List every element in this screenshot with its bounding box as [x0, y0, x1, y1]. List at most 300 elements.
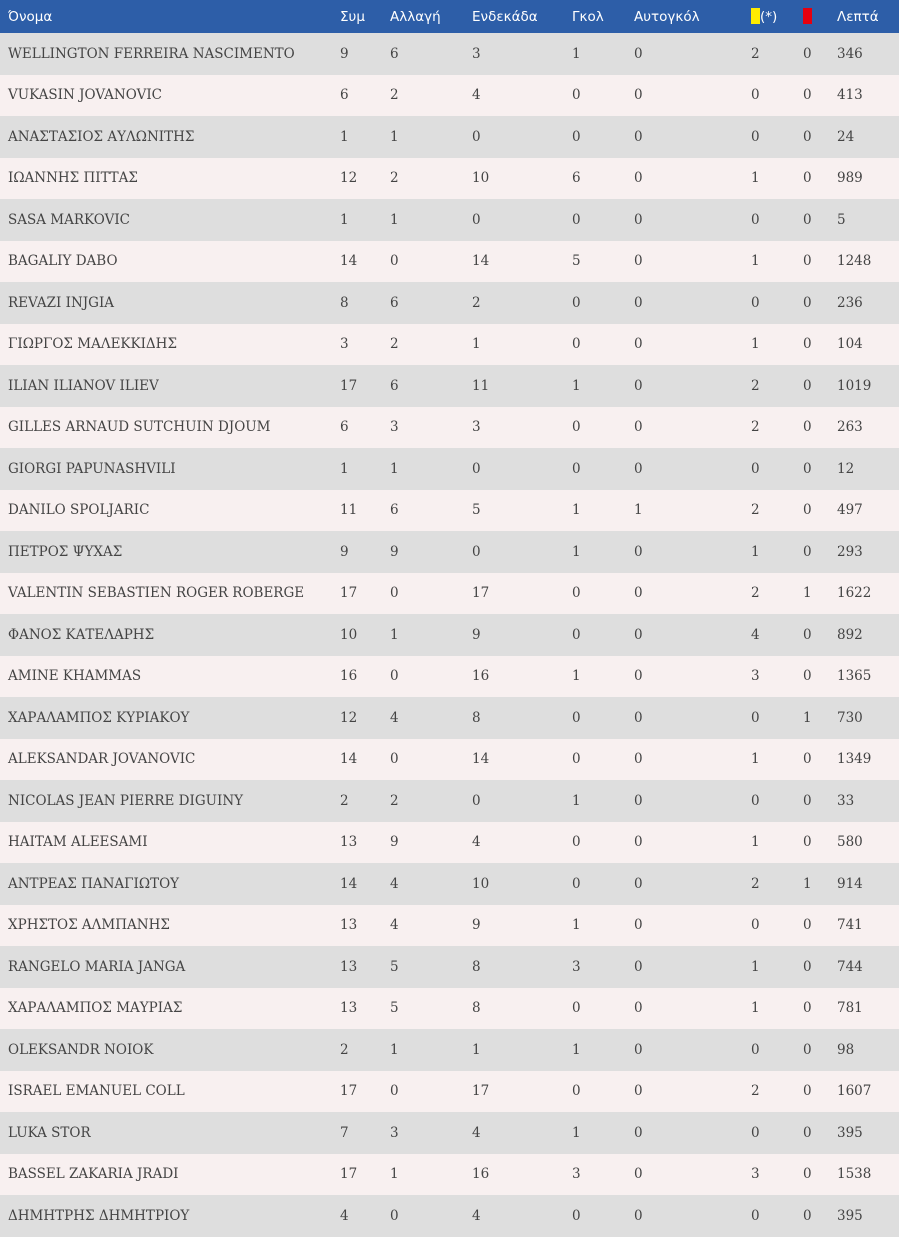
- table-row: [0, 905, 899, 947]
- cell-appearances: 16: [340, 668, 358, 685]
- cell-sub: 4: [390, 709, 399, 726]
- cell-yellow-cards: 0: [751, 460, 760, 477]
- cell-own-goals: 0: [634, 170, 643, 187]
- table-row: [0, 33, 899, 75]
- cell-lineup: 4: [472, 1207, 481, 1224]
- cell-player-name[interactable]: ΑΝΤΡΕΑΣ ΠΑΝΑΓΙΩΤΟΥ: [8, 875, 180, 892]
- cell-appearances: 4: [340, 1207, 349, 1224]
- table-row: [0, 988, 899, 1030]
- cell-minutes: 12: [837, 460, 855, 477]
- cell-lineup: 5: [472, 502, 481, 519]
- cell-sub: 5: [390, 958, 399, 975]
- cell-yellow-cards: 0: [751, 128, 760, 145]
- cell-yellow-cards: 2: [751, 45, 760, 62]
- cell-appearances: 7: [340, 1124, 349, 1141]
- table-row: [0, 1071, 899, 1113]
- table-row: [0, 490, 899, 532]
- cell-lineup: 9: [472, 917, 481, 934]
- cell-own-goals: 0: [634, 419, 643, 436]
- cell-minutes: 741: [837, 917, 863, 934]
- cell-lineup: 3: [472, 45, 481, 62]
- cell-red-cards: 1: [803, 709, 812, 726]
- cell-player-name[interactable]: HAITAM ALEESAMI: [8, 834, 148, 851]
- cell-lineup: 0: [472, 128, 481, 145]
- table-row: [0, 573, 899, 615]
- cell-player-name[interactable]: ΙΩΑΝΝΗΣ ΠΙΤΤΑΣ: [8, 170, 138, 187]
- cell-red-cards: 0: [803, 336, 812, 353]
- cell-yellow-cards: 2: [751, 1083, 760, 1100]
- cell-yellow-cards: 2: [751, 419, 760, 436]
- cell-yellow-cards: 1: [751, 751, 760, 768]
- cell-yellow-cards: 3: [751, 668, 760, 685]
- cell-sub: 3: [390, 1124, 399, 1141]
- cell-goals: 0: [572, 709, 581, 726]
- cell-yellow-cards: 2: [751, 585, 760, 602]
- cell-minutes: 744: [837, 958, 863, 975]
- cell-own-goals: 0: [634, 1083, 643, 1100]
- cell-own-goals: 0: [634, 336, 643, 353]
- cell-red-cards: 0: [803, 1000, 812, 1017]
- cell-minutes: 263: [837, 419, 863, 436]
- cell-minutes: 1538: [837, 1166, 872, 1183]
- cell-goals: 0: [572, 585, 581, 602]
- cell-goals: 0: [572, 626, 581, 643]
- cell-red-cards: 0: [803, 668, 812, 685]
- cell-yellow-cards: 3: [751, 1166, 760, 1183]
- cell-minutes: 395: [837, 1207, 863, 1224]
- cell-yellow-cards: 1: [751, 958, 760, 975]
- cell-appearances: 6: [340, 87, 349, 104]
- table-row: [0, 407, 899, 449]
- cell-minutes: 293: [837, 543, 863, 560]
- cell-lineup: 16: [472, 668, 490, 685]
- table-row: [0, 780, 899, 822]
- cell-yellow-cards: 2: [751, 502, 760, 519]
- cell-minutes: 914: [837, 875, 863, 892]
- yellow-card-label: (*): [760, 9, 778, 25]
- cell-goals: 1: [572, 917, 581, 934]
- cell-yellow-cards: 1: [751, 543, 760, 560]
- cell-lineup: 4: [472, 834, 481, 851]
- cell-appearances: 13: [340, 1000, 358, 1017]
- cell-player-name[interactable]: ΔΗΜΗΤΡΗΣ ΔΗΜΗΤΡΙΟΥ: [8, 1207, 190, 1224]
- cell-red-cards: 0: [803, 419, 812, 436]
- cell-appearances: 14: [340, 751, 358, 768]
- cell-red-cards: 0: [803, 87, 812, 104]
- cell-own-goals: 0: [634, 834, 643, 851]
- cell-sub: 4: [390, 917, 399, 934]
- cell-red-cards: 0: [803, 294, 812, 311]
- cell-lineup: 4: [472, 87, 481, 104]
- cell-red-cards: 0: [803, 626, 812, 643]
- cell-appearances: 9: [340, 45, 349, 62]
- table-row: [0, 946, 899, 988]
- table-row: [0, 1112, 899, 1154]
- cell-red-cards: 0: [803, 45, 812, 62]
- cell-yellow-cards: 0: [751, 1207, 760, 1224]
- cell-sub: 0: [390, 1083, 399, 1100]
- cell-minutes: 346: [837, 45, 863, 62]
- cell-player-name[interactable]: ΠΕΤΡΟΣ ΨΥΧΑΣ: [8, 543, 123, 560]
- cell-player-name[interactable]: ΑΝΑΣΤΑΣΙΟΣ ΑΥΛΩΝΙΤΗΣ: [8, 128, 195, 145]
- cell-appearances: 14: [340, 253, 358, 270]
- cell-appearances: 11: [340, 502, 358, 519]
- cell-red-cards: 0: [803, 502, 812, 519]
- table-row: [0, 448, 899, 490]
- cell-minutes: 781: [837, 1000, 863, 1017]
- cell-minutes: 1019: [837, 377, 872, 394]
- cell-goals: 3: [572, 958, 581, 975]
- cell-goals: 0: [572, 87, 581, 104]
- cell-yellow-cards: 0: [751, 1041, 760, 1058]
- column-header-name[interactable]: Όνομα: [8, 8, 53, 25]
- cell-goals: 1: [572, 668, 581, 685]
- column-header-sub[interactable]: Αλλαγή: [390, 8, 441, 25]
- cell-red-cards: 0: [803, 751, 812, 768]
- cell-appearances: 2: [340, 792, 349, 809]
- cell-own-goals: 0: [634, 751, 643, 768]
- cell-minutes: 497: [837, 502, 863, 519]
- cell-player-name[interactable]: NICOLAS JEAN PIERRE DIGUINY: [8, 792, 244, 809]
- cell-own-goals: 0: [634, 253, 643, 270]
- column-header-own-goals[interactable]: Αυτογκόλ: [634, 8, 700, 25]
- cell-appearances: 6: [340, 419, 349, 436]
- cell-red-cards: 0: [803, 128, 812, 145]
- cell-sub: 5: [390, 1000, 399, 1017]
- cell-own-goals: 1: [634, 502, 643, 519]
- cell-goals: 0: [572, 128, 581, 145]
- column-header-red-cards[interactable]: [803, 0, 837, 33]
- cell-sub: 0: [390, 668, 399, 685]
- cell-player-name[interactable]: GIORGI PAPUNASHVILI: [8, 460, 176, 477]
- cell-sub: 0: [390, 585, 399, 602]
- cell-goals: 1: [572, 377, 581, 394]
- table-row: [0, 282, 899, 324]
- column-header-goals[interactable]: Γκολ: [572, 8, 604, 25]
- cell-sub: 0: [390, 751, 399, 768]
- cell-own-goals: 0: [634, 1207, 643, 1224]
- cell-goals: 6: [572, 170, 581, 187]
- cell-sub: 1: [390, 460, 399, 477]
- cell-own-goals: 0: [634, 460, 643, 477]
- cell-player-name[interactable]: RANGELO MARIA JANGA: [8, 958, 186, 975]
- cell-sub: 9: [390, 543, 399, 560]
- cell-appearances: 17: [340, 585, 358, 602]
- cell-red-cards: 0: [803, 958, 812, 975]
- cell-lineup: 10: [472, 170, 490, 187]
- cell-own-goals: 0: [634, 294, 643, 311]
- cell-goals: 1: [572, 543, 581, 560]
- cell-minutes: 892: [837, 626, 863, 643]
- cell-yellow-cards: 4: [751, 626, 760, 643]
- cell-player-name[interactable]: VUKASIN JOVANOVIC: [8, 87, 162, 104]
- table-row: [0, 158, 899, 200]
- cell-goals: 1: [572, 792, 581, 809]
- cell-lineup: 0: [472, 792, 481, 809]
- cell-lineup: 8: [472, 1000, 481, 1017]
- cell-player-name[interactable]: WELLINGTON FERREIRA NASCIMENTO: [8, 45, 295, 62]
- cell-appearances: 14: [340, 875, 358, 892]
- column-header-minutes[interactable]: Λεπτά: [837, 8, 879, 25]
- cell-red-cards: 1: [803, 875, 812, 892]
- cell-goals: 0: [572, 419, 581, 436]
- cell-appearances: 2: [340, 1041, 349, 1058]
- cell-own-goals: 0: [634, 1041, 643, 1058]
- cell-minutes: 1622: [837, 585, 872, 602]
- cell-own-goals: 0: [634, 45, 643, 62]
- cell-sub: 1: [390, 211, 399, 228]
- cell-sub: 0: [390, 253, 399, 270]
- cell-appearances: 13: [340, 917, 358, 934]
- cell-minutes: 5: [837, 211, 846, 228]
- cell-sub: 2: [390, 336, 399, 353]
- cell-yellow-cards: 1: [751, 336, 760, 353]
- cell-lineup: 0: [472, 211, 481, 228]
- table-row: [0, 241, 899, 283]
- yellow-card-icon: [751, 8, 760, 24]
- cell-player-name[interactable]: OLEKSANDR NOIOK: [8, 1041, 154, 1058]
- cell-player-name[interactable]: ΦΑΝΟΣ ΚΑΤΕΛΑΡΗΣ: [8, 626, 155, 643]
- table-row: [0, 199, 899, 241]
- cell-own-goals: 0: [634, 626, 643, 643]
- column-header-appearances[interactable]: Συμ: [340, 8, 365, 25]
- cell-yellow-cards: 0: [751, 294, 760, 311]
- cell-player-name[interactable]: ΓΙΩΡΓΟΣ ΜΑΛΕΚΚΙΔΗΣ: [8, 336, 177, 353]
- cell-goals: 1: [572, 45, 581, 62]
- cell-sub: 4: [390, 875, 399, 892]
- cell-player-name[interactable]: VALENTIN SEBASTIEN ROGER ROBERGE: [8, 585, 305, 602]
- cell-own-goals: 0: [634, 958, 643, 975]
- cell-goals: 0: [572, 751, 581, 768]
- cell-own-goals: 0: [634, 211, 643, 228]
- cell-player-name[interactable]: ΧΡΗΣΤΟΣ ΑΛΜΠΑΝΗΣ: [8, 917, 170, 934]
- cell-red-cards: 0: [803, 834, 812, 851]
- cell-red-cards: 0: [803, 1083, 812, 1100]
- cell-red-cards: 0: [803, 1207, 812, 1224]
- cell-red-cards: 0: [803, 792, 812, 809]
- cell-appearances: 10: [340, 626, 358, 643]
- cell-sub: 2: [390, 87, 399, 104]
- cell-lineup: 17: [472, 585, 490, 602]
- table-header-row: [0, 0, 899, 33]
- cell-minutes: 1349: [837, 751, 872, 768]
- cell-red-cards: 1: [803, 585, 812, 602]
- cell-player-name[interactable]: BAGALIY DABO: [8, 253, 118, 270]
- cell-appearances: 17: [340, 1083, 358, 1100]
- cell-red-cards: 0: [803, 377, 812, 394]
- cell-goals: 0: [572, 1207, 581, 1224]
- cell-minutes: 989: [837, 170, 863, 187]
- cell-lineup: 1: [472, 336, 481, 353]
- cell-goals: 0: [572, 834, 581, 851]
- cell-yellow-cards: 1: [751, 253, 760, 270]
- cell-yellow-cards: 2: [751, 377, 760, 394]
- column-header-yellow-cards[interactable]: [751, 0, 803, 33]
- cell-appearances: 13: [340, 834, 358, 851]
- cell-sub: 2: [390, 792, 399, 809]
- cell-lineup: 2: [472, 294, 481, 311]
- table-row: [0, 531, 899, 573]
- cell-player-name[interactable]: AMINE KHAMMAS: [8, 668, 142, 685]
- cell-appearances: 8: [340, 294, 349, 311]
- cell-minutes: 33: [837, 792, 855, 809]
- cell-minutes: 24: [837, 128, 855, 145]
- table-row: [0, 739, 899, 781]
- cell-minutes: 413: [837, 87, 863, 104]
- cell-goals: 0: [572, 875, 581, 892]
- cell-own-goals: 0: [634, 87, 643, 104]
- cell-lineup: 1: [472, 1041, 481, 1058]
- cell-red-cards: 0: [803, 460, 812, 477]
- cell-appearances: 1: [340, 211, 349, 228]
- cell-yellow-cards: 0: [751, 211, 760, 228]
- cell-yellow-cards: 0: [751, 1124, 760, 1141]
- cell-red-cards: 0: [803, 253, 812, 270]
- cell-own-goals: 0: [634, 585, 643, 602]
- cell-sub: 1: [390, 1041, 399, 1058]
- cell-goals: 0: [572, 294, 581, 311]
- cell-player-name[interactable]: GILLES ARNAUD SUTCHUIN DJOUM: [8, 419, 271, 436]
- cell-minutes: 1365: [837, 668, 872, 685]
- table-row: [0, 614, 899, 656]
- cell-sub: 6: [390, 294, 399, 311]
- cell-lineup: 0: [472, 543, 481, 560]
- cell-lineup: 16: [472, 1166, 490, 1183]
- cell-own-goals: 0: [634, 917, 643, 934]
- cell-lineup: 8: [472, 709, 481, 726]
- cell-goals: 3: [572, 1166, 581, 1183]
- cell-sub: 2: [390, 170, 399, 187]
- cell-red-cards: 0: [803, 211, 812, 228]
- cell-appearances: 17: [340, 377, 358, 394]
- cell-sub: 1: [390, 626, 399, 643]
- cell-lineup: 17: [472, 1083, 490, 1100]
- cell-yellow-cards: 2: [751, 875, 760, 892]
- table-row: [0, 656, 899, 698]
- cell-minutes: 236: [837, 294, 863, 311]
- table-row: [0, 863, 899, 905]
- cell-player-name[interactable]: SASA MARKOVIC: [8, 211, 130, 228]
- cell-lineup: 11: [472, 377, 490, 394]
- cell-lineup: 10: [472, 875, 490, 892]
- cell-sub: 0: [390, 1207, 399, 1224]
- cell-player-name[interactable]: ILIAN ILIANOV ILIEV: [8, 377, 159, 394]
- cell-appearances: 17: [340, 1166, 358, 1183]
- table-row: [0, 1195, 899, 1237]
- cell-player-name[interactable]: ALEKSANDAR JOVANOVIC: [8, 751, 196, 768]
- cell-appearances: 3: [340, 336, 349, 353]
- cell-player-name[interactable]: ISRAEL EMANUEL COLL: [8, 1083, 185, 1100]
- cell-goals: 1: [572, 502, 581, 519]
- cell-lineup: 8: [472, 958, 481, 975]
- cell-goals: 5: [572, 253, 581, 270]
- cell-lineup: 4: [472, 1124, 481, 1141]
- cell-own-goals: 0: [634, 1166, 643, 1183]
- table-row: [0, 324, 899, 366]
- cell-minutes: 1248: [837, 253, 872, 270]
- cell-minutes: 104: [837, 336, 863, 353]
- cell-player-name[interactable]: REVAZI INJGIA: [8, 294, 115, 311]
- cell-own-goals: 0: [634, 709, 643, 726]
- cell-player-name[interactable]: LUKA STOR: [8, 1124, 91, 1141]
- cell-goals: 1: [572, 1041, 581, 1058]
- cell-sub: 6: [390, 377, 399, 394]
- cell-sub: 9: [390, 834, 399, 851]
- cell-player-name[interactable]: ΧΑΡΑΛΑΜΠΟΣ ΜΑΥΡΙΑΣ: [8, 1000, 183, 1017]
- cell-sub: 1: [390, 128, 399, 145]
- cell-appearances: 12: [340, 170, 358, 187]
- cell-goals: 0: [572, 1000, 581, 1017]
- cell-yellow-cards: 1: [751, 834, 760, 851]
- cell-minutes: 580: [837, 834, 863, 851]
- cell-own-goals: 0: [634, 543, 643, 560]
- cell-red-cards: 0: [803, 917, 812, 934]
- table-row: [0, 75, 899, 117]
- cell-minutes: 730: [837, 709, 863, 726]
- red-card-icon: [803, 8, 812, 24]
- cell-red-cards: 0: [803, 1041, 812, 1058]
- cell-sub: 1: [390, 1166, 399, 1183]
- cell-red-cards: 0: [803, 1166, 812, 1183]
- cell-yellow-cards: 0: [751, 709, 760, 726]
- table-row: [0, 1154, 899, 1196]
- cell-red-cards: 0: [803, 1124, 812, 1141]
- cell-yellow-cards: 1: [751, 1000, 760, 1017]
- cell-yellow-cards: 0: [751, 917, 760, 934]
- cell-player-name[interactable]: DANILO SPOLJARIC: [8, 502, 150, 519]
- cell-appearances: 9: [340, 543, 349, 560]
- cell-sub: 6: [390, 45, 399, 62]
- cell-player-name[interactable]: BASSEL ZAKARIA JRADI: [8, 1166, 179, 1183]
- cell-appearances: 1: [340, 460, 349, 477]
- cell-own-goals: 0: [634, 875, 643, 892]
- cell-lineup: 0: [472, 460, 481, 477]
- cell-own-goals: 0: [634, 668, 643, 685]
- cell-minutes: 395: [837, 1124, 863, 1141]
- table-body: [0, 33, 899, 1237]
- cell-yellow-cards: 1: [751, 170, 760, 187]
- cell-yellow-cards: 0: [751, 87, 760, 104]
- cell-player-name[interactable]: ΧΑΡΑΛΑΜΠΟΣ ΚΥΡΙΑΚΟΥ: [8, 709, 190, 726]
- cell-own-goals: 0: [634, 128, 643, 145]
- cell-goals: 0: [572, 211, 581, 228]
- cell-lineup: 14: [472, 253, 490, 270]
- table-row: [0, 365, 899, 407]
- cell-appearances: 1: [340, 128, 349, 145]
- cell-own-goals: 0: [634, 1124, 643, 1141]
- column-header-lineup[interactable]: Ενδεκάδα: [472, 8, 538, 25]
- cell-goals: 0: [572, 460, 581, 477]
- cell-goals: 1: [572, 1124, 581, 1141]
- cell-red-cards: 0: [803, 543, 812, 560]
- cell-own-goals: 0: [634, 1000, 643, 1017]
- cell-own-goals: 0: [634, 377, 643, 394]
- cell-goals: 0: [572, 1083, 581, 1100]
- cell-appearances: 13: [340, 958, 358, 975]
- table-row: [0, 1029, 899, 1071]
- cell-lineup: 3: [472, 419, 481, 436]
- cell-sub: 3: [390, 419, 399, 436]
- cell-own-goals: 0: [634, 792, 643, 809]
- cell-minutes: 1607: [837, 1083, 872, 1100]
- cell-appearances: 12: [340, 709, 358, 726]
- cell-minutes: 98: [837, 1041, 855, 1058]
- cell-goals: 0: [572, 336, 581, 353]
- cell-lineup: 9: [472, 626, 481, 643]
- table-row: [0, 697, 899, 739]
- cell-red-cards: 0: [803, 170, 812, 187]
- cell-sub: 6: [390, 502, 399, 519]
